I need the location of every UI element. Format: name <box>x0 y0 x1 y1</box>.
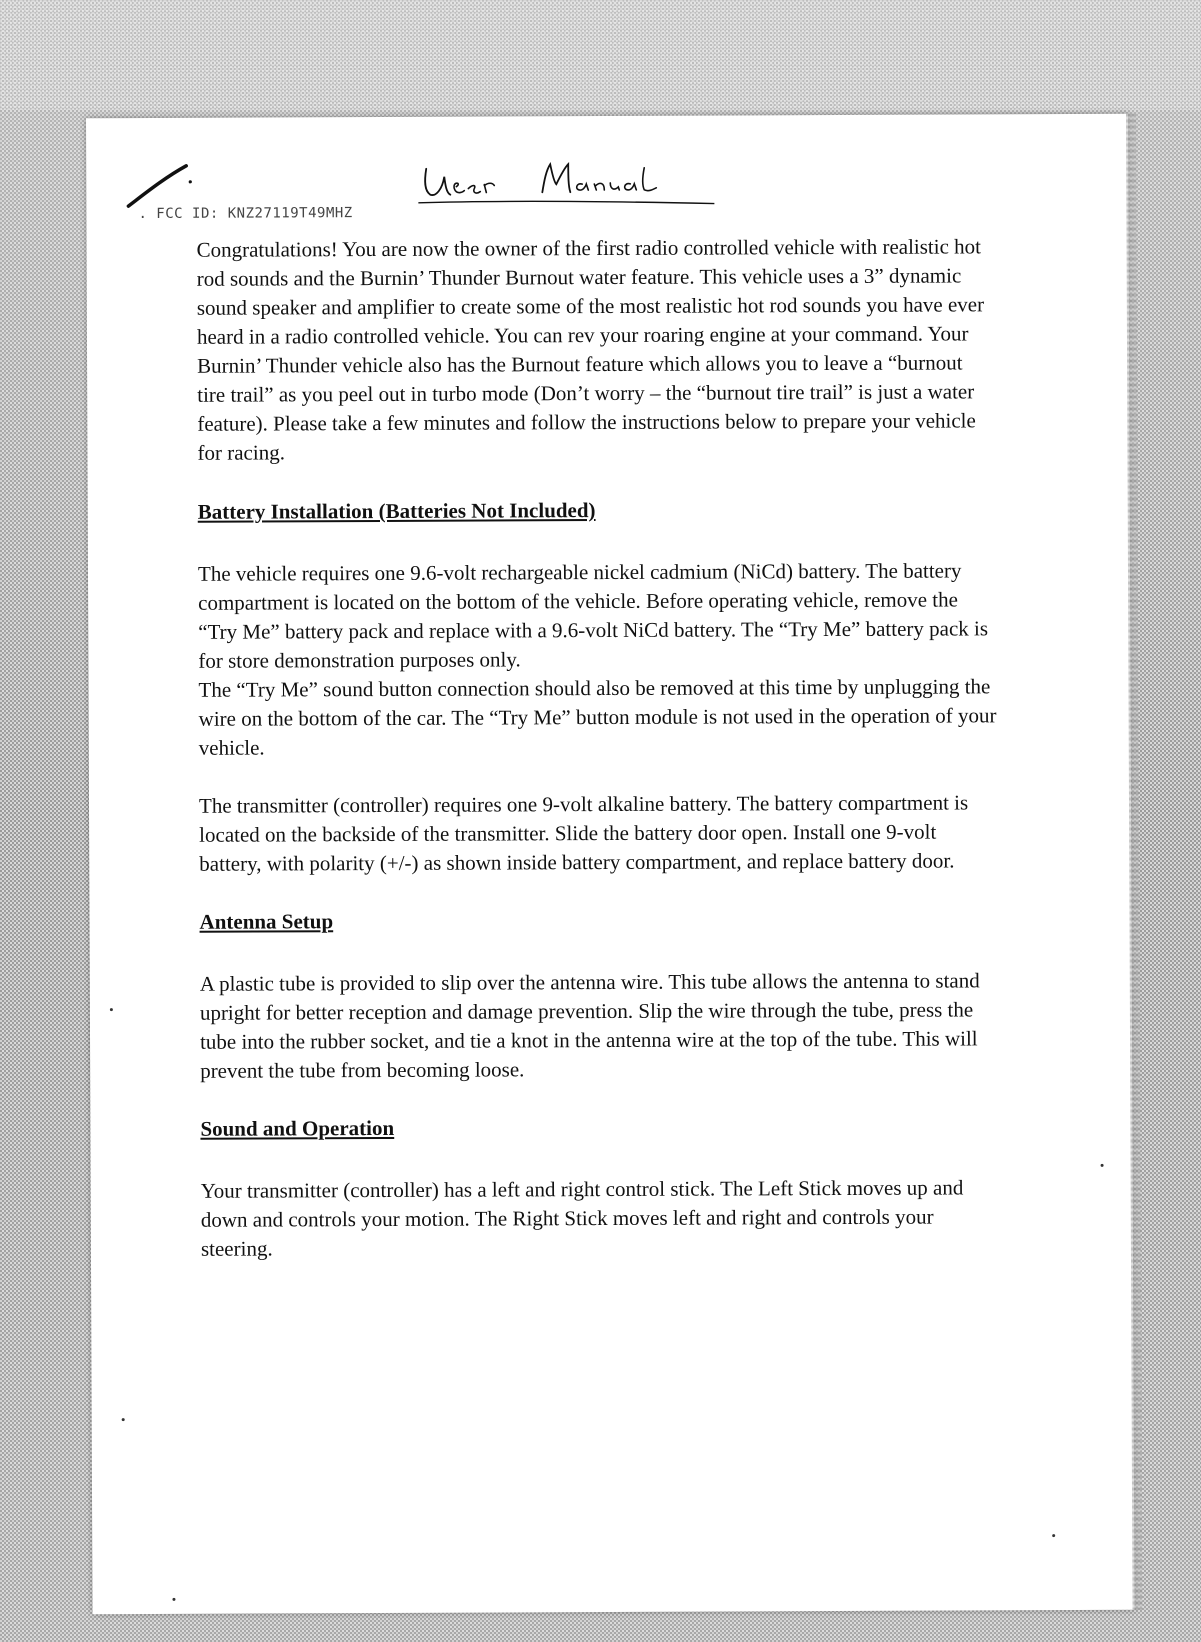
heading-antenna-setup: Antenna Setup <box>199 909 334 934</box>
sound-paragraph: Your transmitter (controller) has a left and right control stick. The Left Stick moves up and down and controls your motion. The Right Stick moves left and right and controls your steering. <box>200 1175 964 1261</box>
handwritten-title <box>416 154 716 211</box>
document-page <box>86 114 1135 1615</box>
check-mark-icon <box>124 162 194 212</box>
scan-speck <box>122 1418 125 1421</box>
scan-speck <box>110 1008 113 1011</box>
fcc-id: . FCC ID: KNZ27119T49MHZ <box>138 205 353 223</box>
handwritten-title-text: User Manual <box>416 154 422 156</box>
document-body <box>197 232 1001 1263</box>
scan-speck <box>1101 1164 1104 1167</box>
battery-paragraph-1: The vehicle requires one 9.6-volt rechargeable nickel cadmium (NiCd) battery. The battery compartment is located on the bottom of the vehicle. Before operating vehicle, remove the “Try Me” battery pack and replace with a 9.6-volt NiCd battery. The “Try Me” battery pack is for store demonstration purposes only. <box>197 558 989 673</box>
intro-paragraph: Congratulations! You are now the owner of the first radio controlled vehicle with realistic hot rod sounds and the Burnin’ Thunder Burnout water feature. This vehicle uses a 3” dynamic sound speaker and amplifier to create some of the most realistic hot rod sounds you have ever heard in a radio controlled vehicle. You can rev your roaring engine at your command. Your Burnin’ Thunder vehicle also has the Burnout feature which allows you to leave a “burnout tire trail” as you peel out in turbo mode (Don’t worry – the “burnout tire trail” is just a water feature). Please take a few minutes and follow the instructions below to prepare your vehicle for racing. <box>196 234 985 465</box>
scan-speck <box>1052 1534 1055 1537</box>
battery-paragraph-3: The transmitter (controller) requires one 9-volt alkaline battery. The battery compartment is located on the backside of the transmitter. Slide the battery door open. Install one 9-volt battery, with polarity (+/-) as shown inside battery compartment, and replace battery door. <box>198 790 969 876</box>
battery-paragraph-2: The “Try Me” sound button connection should also be removed at this time by unplugging the wire on the bottom of the car. The “Try Me” button module is not used in the operation of your vehicle. <box>198 674 997 760</box>
heading-sound-and-operation: Sound and Operation <box>200 1115 395 1141</box>
scan-speck <box>172 1598 175 1601</box>
scan-edge-artifact <box>1126 114 1143 1610</box>
heading-battery-installation: Battery Installation (Batteries Not Included) <box>197 498 596 524</box>
antenna-paragraph: A plastic tube is provided to slip over the antenna wire. This tube allows the antenna to stand upright for better reception and damage prevention. Slip the wire through the tube, press the tube into the rubber socket, and tie a knot in the antenna wire at the top of the tube. This will prevent the tube from becoming loose. <box>199 968 980 1083</box>
scan-background-texture <box>0 0 1201 110</box>
